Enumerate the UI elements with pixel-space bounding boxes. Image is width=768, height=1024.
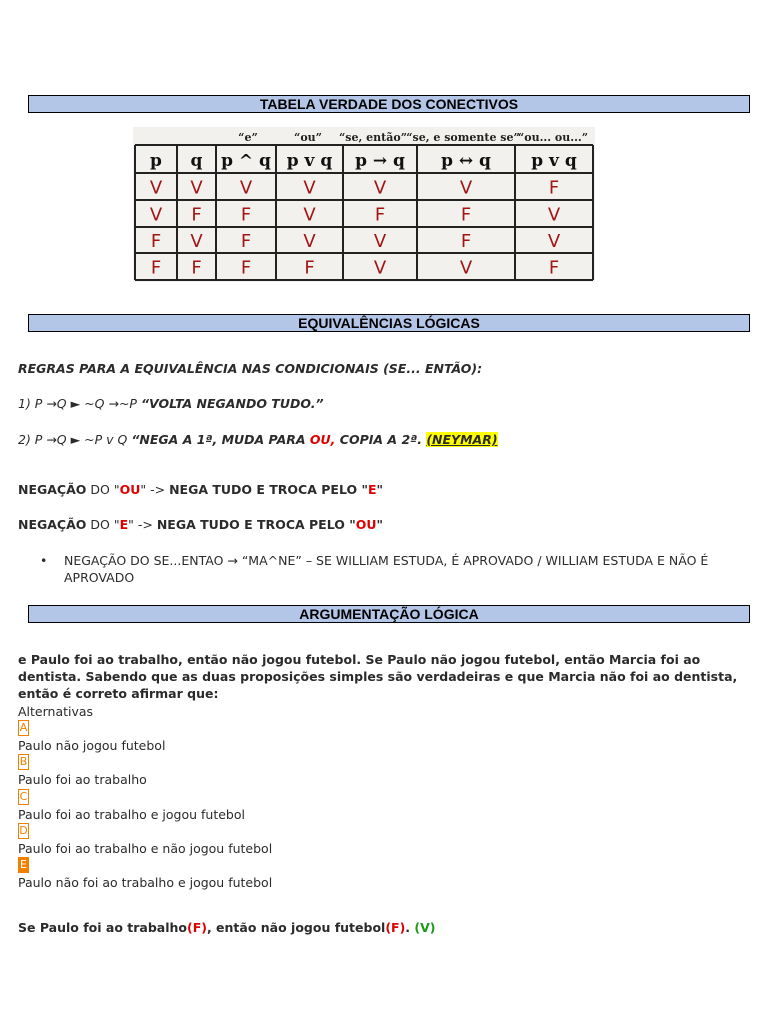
rule-1-hint: “VOLTA NEGANDO TUDO.”	[140, 396, 324, 411]
negation-connective: OU	[119, 482, 141, 497]
rule-2-hint-a: “NEGA A 1ª, MUDA PARA	[131, 432, 310, 447]
option-b-text[interactable]: Paulo foi ao trabalho	[18, 772, 147, 787]
truth-table-image	[133, 127, 595, 282]
negation-quote: "	[376, 517, 384, 532]
option-a-letter[interactable]: A	[19, 721, 28, 734]
negation-replacement: E	[367, 482, 377, 497]
header-cell: p v q	[286, 151, 333, 171]
connective-name: “se, e somente se”	[406, 131, 520, 144]
answer-part-1: Se Paulo foi ao trabalho	[18, 920, 187, 935]
negation-word: NEGAÇÃO	[18, 517, 87, 532]
truth-value-cell: V	[373, 257, 387, 279]
connective-name: “ou... ou...”	[517, 131, 589, 144]
truth-value-cell: F	[548, 257, 560, 279]
answer-value-f2: (F)	[385, 920, 406, 935]
negation-arrow: " ->	[140, 482, 170, 497]
truth-value-cell: F	[304, 257, 315, 279]
option-d-letter[interactable]: D	[19, 824, 28, 837]
truth-value-cell: V	[373, 177, 387, 199]
section-title-argumentation: ARGUMENTAÇÃO LÓGICA	[28, 605, 750, 623]
bullet-dot-icon: •	[40, 553, 48, 568]
option-e-letter[interactable]: E	[18, 857, 29, 873]
truth-value-cell: V	[190, 231, 203, 252]
section-title-truth-table: TABELA VERDADE DOS CONECTIVOS	[28, 95, 750, 113]
truth-value-cell: V	[459, 177, 473, 199]
connective-name: “ou”	[294, 131, 322, 144]
truth-value-cell: F	[240, 231, 252, 252]
truth-value-cell: V	[547, 204, 561, 226]
truth-value-cell: V	[149, 204, 163, 226]
negation-do: DO "	[86, 482, 120, 497]
rule-1	[18, 396, 324, 411]
negation-connective: E	[119, 517, 129, 532]
truth-table-svg	[133, 127, 595, 282]
negation-bullet-text: NEGAÇÃO DO SE...ENTAO → “MA^NE” – SE WILLIAM ESTUDA, É APROVADO / WILLIAM ESTUDA E NÃO É APROVADO	[64, 553, 709, 585]
truth-value-cell: V	[303, 204, 316, 226]
truth-value-cell: F	[191, 257, 202, 279]
negation-rule: NEGA TUDO E TROCA PELO "	[156, 517, 356, 532]
header-cell: p ^ q	[221, 151, 271, 171]
truth-value-cell: V	[373, 231, 387, 252]
truth-value-cell: F	[240, 204, 252, 226]
option-d-text[interactable]: Paulo foi ao trabalho e não jogou futebol	[18, 841, 273, 856]
rule-2-formula: 2) P →Q ► ~P v Q	[18, 432, 132, 447]
truth-value-cell: F	[460, 204, 472, 226]
truth-value-cell: F	[548, 177, 560, 199]
truth-value-cell: V	[190, 177, 203, 199]
negation-do: DO "	[86, 517, 120, 532]
truth-value-cell: F	[191, 204, 202, 226]
truth-value-cell: V	[303, 231, 316, 252]
rule-2-neymar-highlight: (NEYMAR)	[426, 432, 498, 447]
truth-value-cell: F	[460, 231, 472, 252]
rule-1-formula: 1) P →Q ► ~Q →~P	[18, 396, 141, 411]
connective-name: “e”	[238, 131, 258, 144]
rule-2	[18, 432, 498, 447]
negation-word: NEGAÇÃO	[18, 482, 87, 497]
truth-value-cell: F	[240, 257, 252, 279]
answer-part-2: , então não jogou futebol	[206, 920, 386, 935]
negation-replacement: OU	[355, 517, 377, 532]
truth-value-cell: V	[149, 177, 163, 199]
option-e-text[interactable]: Paulo não foi ao trabalho e jogou futebol	[18, 875, 273, 890]
answer-value-v: (V)	[414, 920, 436, 935]
negation-quote: "	[376, 482, 384, 497]
rules-heading: REGRAS PARA A EQUIVALÊNCIA NAS CONDICIONAIS (SE... ENTÃO):	[18, 361, 483, 376]
option-c-text[interactable]: Paulo foi ao trabalho e jogou futebol	[18, 807, 245, 822]
answer-part-3: .	[405, 920, 415, 935]
connective-name: “se, então”	[338, 131, 408, 144]
truth-value-cell: F	[150, 257, 162, 279]
header-cell: q	[190, 151, 203, 171]
alternatives-label: Alternativas	[18, 704, 94, 719]
rule-2-ou: OU,	[309, 432, 336, 447]
answer-line	[18, 920, 436, 935]
truth-value-cell: V	[459, 257, 473, 279]
header-cell: p → q	[355, 151, 405, 171]
answer-value-f1: (F)	[186, 920, 207, 935]
truth-value-cell: F	[374, 204, 386, 226]
option-b-letter[interactable]: B	[19, 755, 28, 768]
option-a-text[interactable]: Paulo não jogou futebol	[18, 738, 166, 753]
truth-value-cell: F	[150, 231, 162, 252]
rule-2-hint-b: COPIA A 2ª.	[335, 432, 427, 447]
header-cell: p	[150, 151, 162, 171]
truth-value-cell: V	[547, 231, 561, 252]
truth-value-cell: V	[303, 177, 316, 199]
truth-value-cell: V	[239, 177, 253, 199]
negation-line-ou	[18, 482, 383, 497]
question-text: e Paulo foi ao trabalho, então não jogou futebol. Se Paulo não jogou futebol, então Marcia foi ao dentista. Sabendo que as duas proposições simples são verdadeiras e que Marcia não foi ao dentista, então é correto afirmar que:	[18, 652, 738, 701]
negation-arrow: " ->	[128, 517, 157, 532]
section-title-equivalences: EQUIVALÊNCIAS LÓGICAS	[28, 314, 750, 332]
option-c-letter[interactable]: C	[19, 790, 28, 803]
negation-line-e	[18, 517, 383, 532]
negation-bullet	[40, 552, 740, 586]
negation-rule: NEGA TUDO E TROCA PELO "	[169, 482, 368, 497]
header-cell: p ↔ q	[441, 151, 491, 171]
header-cell: p v q	[531, 151, 577, 171]
